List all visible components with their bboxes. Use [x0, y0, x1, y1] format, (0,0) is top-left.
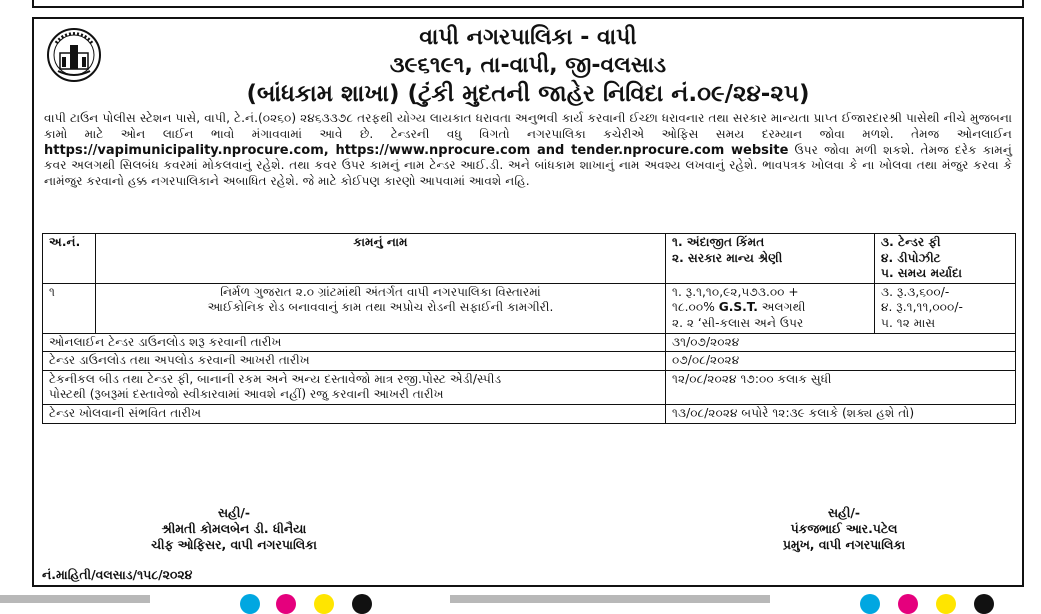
header-fee-line4: ૪. ડીપોઝીટ — [881, 250, 941, 265]
header-work-name: કામનું નામ — [96, 234, 666, 284]
magenta-registration-dot — [276, 594, 296, 614]
print-grey-bar — [450, 595, 770, 603]
row-fee-line4: ૪. રૂ.૧,૧૧,૦૦૦/- — [881, 300, 963, 315]
header-cost-line1: ૧. અંદાજીત કિંમત — [672, 235, 765, 249]
tender-website-links[interactable]: https://vapimunicipality.nprocure.com, https://www.nprocure.com and tender.nprocure.com website — [44, 142, 789, 158]
intro-text-2: ઉપર જોવા મળી શકશે. તેમજ દરેક કામનું કવર અલગથી સિલબંધ કવરમાં મોકલવાનું રહેશે. તથા કવર ઉપર કામનું નામ ટેન્ડર આઈ.ડી. અને બાંધકામ શાખાનું નામ અવશ્ય લખવાનું રહેશે. ભાવપત્રક ખોલવા કે ના ખોલવા તથા મંજુર કરવા કે નામંજુર કરવાનો હક્ક નગરપાલિકાને અબાધિત રહેશે. જે માટે કોઈપણ કારણો આપવામાં આવશે નહિ. — [44, 142, 1012, 189]
reference-number: નં.માહિતી/વલસાડ/૧૫૮/૨૦૨૪ — [42, 567, 193, 582]
header-cost-line2: ૨. સરકાર માન્ય શ્રેણી — [672, 250, 783, 265]
date-row — [43, 333, 1016, 352]
date-value: ૧૩/૦૮/૨૦૨૪ બપોરે ૧૨:૩૯ કલાકે (શક્ય હશે તો) — [666, 404, 1016, 423]
yellow-registration-dot — [936, 594, 956, 614]
date-label: ટેકનીકલ બીડ તથા ટેન્ડર ફી, બાનાની રકમ અને અન્ય દસ્તાવેજો માત્ર રજી.પોસ્ટ એડી/સ્પીડ પોસ્ટથી (રૂબરૂમાં દસ્તાવેજો સ્વીકારવામાં આવશે નહીં) રજુ કરવાની આખરી તારીખ — [43, 370, 666, 404]
date-value: ૦૭/૦૮/૨૦૨૪ — [666, 352, 1016, 371]
print-grey-bar — [0, 595, 150, 603]
signature-mark: સહી/- — [827, 505, 861, 520]
row-gst-extra: અલગથી — [757, 300, 806, 315]
intro-text-1: વાપી ટાઉન પોલીસ સ્ટેશન પાસે, વાપી, ટે.નં.(૦૨૬૦) ૨૪૬૩૩૭૮ તરફથી યોગ્ય લાયકાત ધરાવતા અનુભવી કાર્ય કરવાની ઈચ્છા ધરાવનાર તથા સરકાર માન્યતા પ્રાપ્ત ઈજારદારશ્રી પાસેથી નીચે મુજબના કામો માટે ઓન લાઈન ભાવો મંગાવવામાં આવે છે. ટેન્ડરની વધુ વિગતો નગરપાલિકા કચેરીએ ઓફિસ સમય દરમ્યાન જોવા મળશે. તેમજ ઓનલાઈન — [44, 111, 1012, 141]
header-fee-line3: ૩. ટેન્ડર ફી — [881, 235, 941, 249]
header-cost — [666, 234, 875, 284]
date-label: ટેન્ડર ડાઉનલોડ તથા અપલોડ કરવાની આખરી તારીખ — [43, 352, 666, 371]
signatory-title: પ્રમુખ, વાપી નગરપાલિકા — [782, 537, 906, 552]
signatory-title: ચીફ ઓફિસર, વાપી નગરપાલિકા — [151, 537, 317, 552]
cyan-registration-dot — [860, 594, 880, 614]
tender-table — [42, 233, 1016, 424]
row-work-line1: નિર્મળ ગુજરાત ૨.૦ ગ્રાંટમાંથી અંતર્ગત વાપી નગરપાલિકા વિસ્તારમાં — [220, 284, 541, 299]
intro-paragraph — [44, 111, 1012, 190]
row-work-name — [96, 283, 666, 333]
date-row — [43, 352, 1016, 371]
org-name: વાપી નગરપાલિકા - વાપી — [419, 25, 637, 50]
signature-chief-officer — [114, 505, 354, 553]
cyan-registration-dot — [240, 594, 260, 614]
signature-president — [724, 505, 964, 553]
row-fee-line5: ૫. ૧૨ માસ — [881, 315, 936, 330]
date-label: ઓનલાઈન ટેન્ડર ડાઉનલોડ શરૂ કરવાની તારીખ — [43, 333, 666, 352]
row-sr: ૧ — [43, 283, 96, 333]
magenta-registration-dot — [898, 594, 918, 614]
yellow-registration-dot — [314, 594, 334, 614]
header-sr: અ.નં. — [43, 234, 96, 284]
signatory-name: પંકજભાઈ આર.પટેલ — [790, 521, 898, 536]
signature-mark: સહી/- — [217, 505, 251, 520]
tender-notice — [32, 17, 1024, 587]
table-row — [43, 283, 1016, 333]
header-fee-line5: ૫. સમય મર્યાદા — [881, 266, 962, 281]
row-gst-label: G.S.T. — [718, 300, 758, 315]
date-label: ટેન્ડર ખોલવાની સંભવિત તારીખ — [43, 404, 666, 423]
date-row — [43, 404, 1016, 423]
notice-title: (બાંધકામ શાખા) (ટુંકી મુદતની જાહેર નિવિદા નં.૦૯/૨૪-૨૫) — [246, 81, 810, 107]
signatory-name: શ્રીમતી કોમલબેન ડી. ધીનૈયા — [161, 521, 307, 536]
previous-notice-border — [32, 0, 1024, 8]
row-cost — [666, 283, 875, 333]
date-value: ૩૧/૦૭/૨૦૨૪ — [666, 333, 1016, 352]
header-fee — [875, 234, 1016, 284]
row-fee — [875, 283, 1016, 333]
black-registration-dot — [352, 594, 372, 614]
table-header-row — [43, 234, 1016, 284]
row-cost-line2 — [672, 300, 868, 316]
row-gst-rate: ૧૮.૦૦% — [672, 300, 719, 315]
date-value: ૧૨/૦૮/૨૦૨૪ ૧૭:૦૦ કલાક સુધી — [666, 370, 1016, 404]
org-address: ૩૯૬૧૯૧, તા-વાપી, જી-વલસાડ — [389, 53, 667, 78]
row-cost-line1: ૧. રૂ.૧,૧૦,૯૨,૫૭૩.૦૦ + — [672, 284, 799, 299]
black-registration-dot — [974, 594, 994, 614]
row-cost-line3: ૨. ૨ ‘સી-કલાસ અને ઉપર — [672, 315, 804, 330]
date-row — [43, 370, 1016, 404]
row-fee-line3: ૩. રૂ.૩,૬૦૦/- — [881, 284, 950, 299]
row-work-line2: આઈકોનિક રોડ બનાવવાનું કામ તથા અપ્રોચ રોડની સફાઈની કામગીરી. — [207, 300, 554, 315]
